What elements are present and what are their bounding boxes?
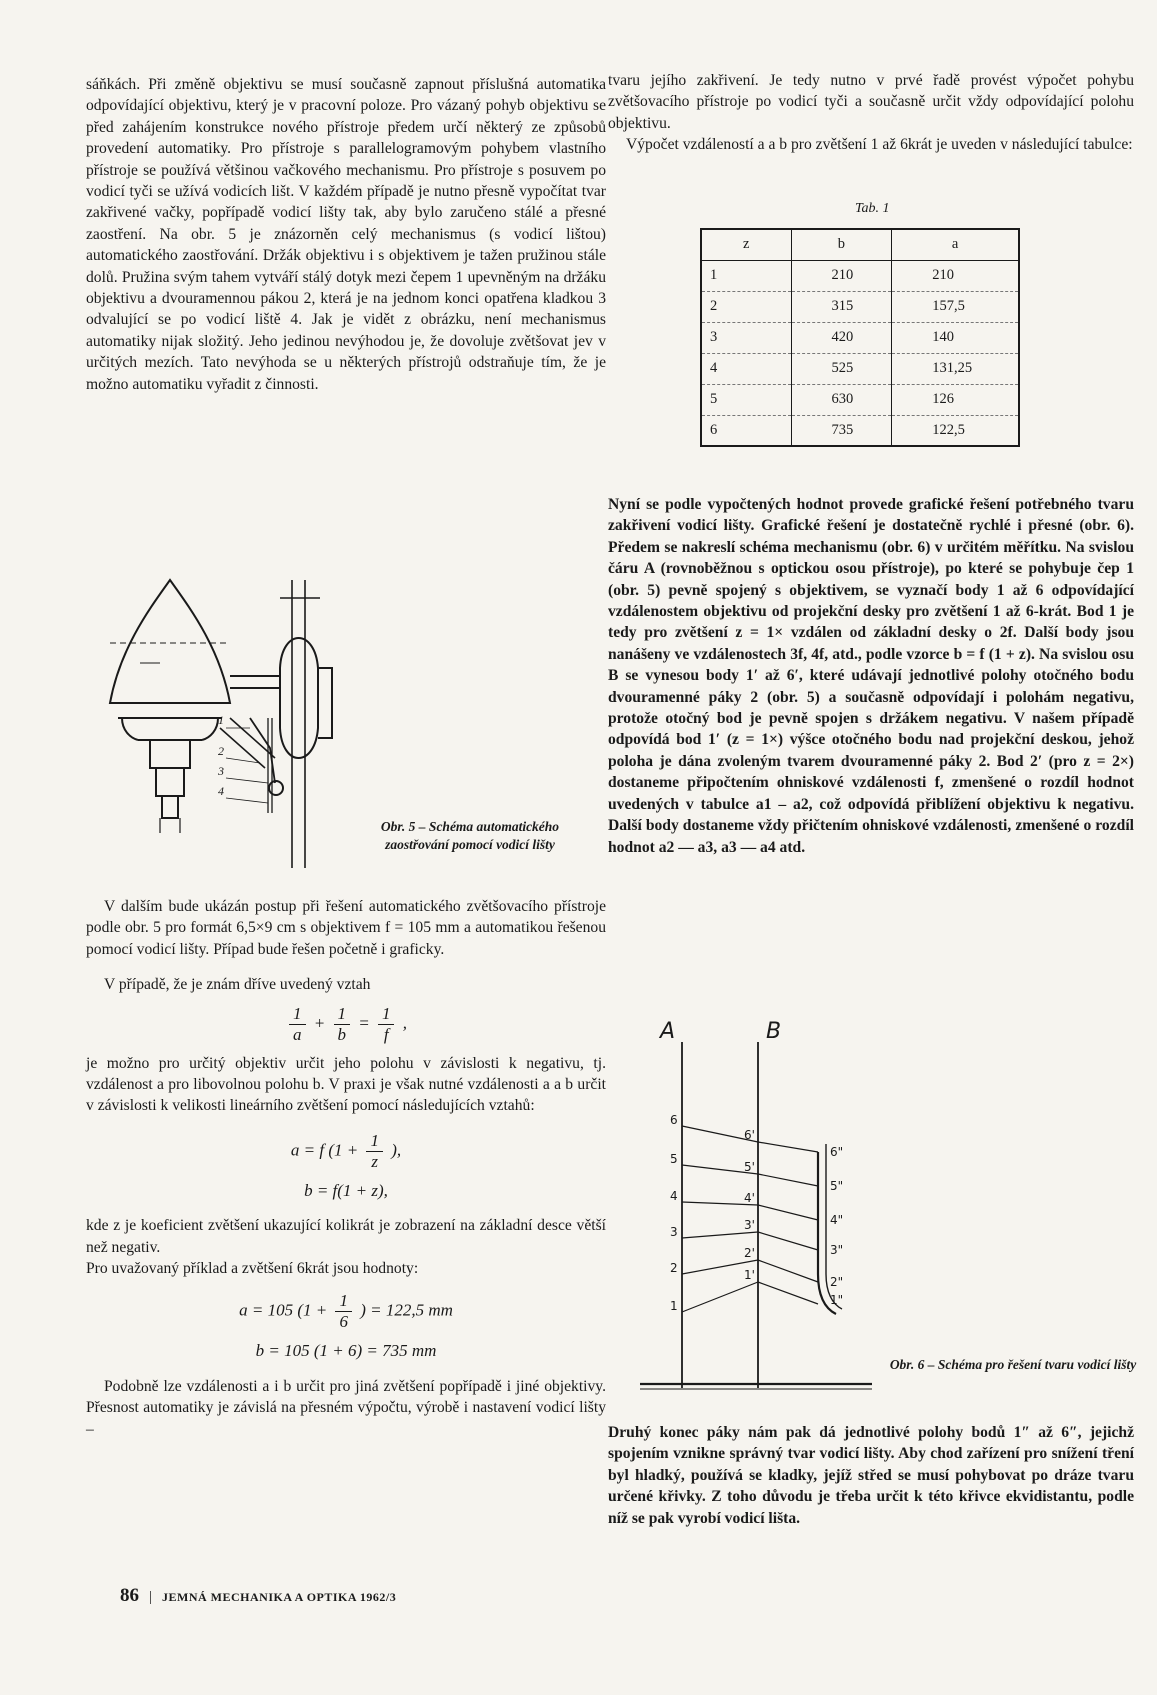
point-b-3: 3' (744, 1218, 755, 1232)
point-a-1: 1 (670, 1299, 678, 1313)
lens-formula: $\frac{1}{a}$ + $\frac{1}{b}$ = $\frac{1}{f}$ , (86, 1004, 606, 1045)
fig5-label-4: 4 (218, 784, 224, 798)
roller (269, 781, 283, 795)
lens-housing (110, 580, 230, 703)
left-column (86, 74, 606, 395)
point-c-2: 2" (830, 1275, 844, 1289)
table-1 (700, 228, 1020, 447)
right-paragraph-4: Druhý konec páky nám pak dá jednotlivé polohy bodů 1″ až 6″, jejichž spojením vznikne správný tvar vodicí lišty. Aby chod zařízení pro snížení tření byl hladký, používá se kladky, jejíž střed se musí pohybovat po dráze tvaru určené křivky. Z toho důvodu je třeba určit k této křivce ekvidistantu, podle níž se pak vyrobí vodicí lišta. (608, 1424, 1134, 1527)
point-b-6: 6' (744, 1128, 755, 1142)
right-paragraph-2: Výpočet vzdáleností a a b pro zvětšení 1 až 6krát je uveden v následující tabulce: (626, 136, 1133, 154)
a-value-formula: a = 105 (1 + $\frac{1}{6}$ ) = 122,5 mm (239, 1291, 453, 1332)
table-row: 2 315 157,5 (701, 291, 1019, 322)
fig5-label-3: 3 (218, 764, 224, 778)
point-c-4: 4" (830, 1213, 844, 1227)
point-c-1: 1" (830, 1293, 844, 1307)
a-formula: a = f (1 + $\frac{1}{z}$ ), (290, 1130, 402, 1171)
point-b-4: 4' (744, 1191, 755, 1205)
point-a-2: 2 (670, 1261, 678, 1275)
right-column (608, 70, 1134, 156)
point-c-6: 6" (830, 1145, 844, 1159)
table-row: 4 525 131,25 (701, 353, 1019, 384)
table-row: 6 735 122,5 (701, 415, 1019, 446)
figure-5-caption: Obr. 5 – Schéma automatického zaostřování pomocí vodicí lišty (380, 819, 560, 852)
table-row: 5 630 126 (701, 384, 1019, 415)
point-a-5: 5 (670, 1152, 678, 1166)
left-paragraph-6: Pro uvažovaný příklad a zvětšení 6krát jsou hodnoty: (86, 1260, 419, 1278)
left-paragraph-1: sáňkách. Při změně objektivu se musí současně zapnout příslušná automatika odpovídající objektivu, který je v pracovní poloze. Pro vázaný pohyb objektivu se před zahájením konstrukce nového přístroje předem určí některý ze způsobů provedení automatiky. Pro přístroje s parallelogramovým pohybem vlastního přístroje se používá většinou vačkového mechanismu. Pro přístroje s posuvem po vodicí tyči se užívá vodicích lišt. V každém případě je nutno přesně vypočítat tvar zakřivené vačky, popřípadě vodicí lišty tak, aby bylo zaručeno stálé a přesné zaostření. Na obr. 5 je znázorněn celý mechanismus (s vodicí lištou) automatického zaostřování. Držák objektivu i s objektivem je tažen pružinou stále dolů. Pružina svým tahem vytváří stálý dotyk mezi čepem 1 upevněným na držáku objektivu a dvouramennou pákou 2, která je na jednom konci opatřena kladkou 3 odvalující se po vodicí liště 4. Jak je vidět z obrázku, není mechanismus automatiky nijak složitý. Jeho jedinou nevýhodou je, že dovoluje zvětšovat jev v určitých mezích. Tato nevýhoda se u některých přístrojů odstraňuje tím, že je možno automatiku vyřadit z činnosti. (86, 76, 606, 393)
point-b-1: 1' (744, 1268, 755, 1282)
left-paragraph-3: V případě, že je znám dříve uvedený vztah (104, 976, 371, 994)
guide-rod (292, 580, 305, 868)
fig5-label-1: 1 (218, 713, 224, 727)
figure-6-caption: Obr. 6 – Schéma pro řešení tvaru vodicí lišty (889, 1357, 1137, 1372)
fig5-label-2: 2 (218, 744, 224, 758)
right-column-lower (608, 1422, 1134, 1529)
left-paragraph-4: je možno pro určitý objektiv určit jeho polohu v závislosti k negativu, tj. vzdálenost a pro libovolnou polohu b. V praxi je však nutné vzdálenosti a a b určit v závislosti k velikosti lineárního zvětšení pomocí následujících vztahů: (86, 1054, 606, 1115)
left-paragraph-2: V dalším bude ukázán postup při řešení automatického zvětšovacího přístroje podle obr. 5 pro formát 6,5×9 cm s objektivem f = 105 mm a automatikou řešenou pomocí vodicí lišty. Případ bude řešen početně i graficky. (86, 898, 606, 958)
point-c-5: 5" (830, 1179, 844, 1193)
point-c-3: 3" (830, 1243, 844, 1257)
journal-name: JEMNÁ MECHANIKA A OPTIKA 1962/3 (162, 1590, 397, 1604)
table-header: z (701, 229, 791, 260)
page-footer (120, 1585, 396, 1607)
left-column-lower (86, 896, 606, 1440)
point-a-4: 4 (670, 1189, 678, 1203)
point-a-6: 6 (670, 1113, 678, 1127)
right-column-middle (608, 494, 1134, 858)
lever (250, 718, 275, 783)
cam-strip (268, 718, 272, 813)
figure-5-diagram (100, 568, 370, 878)
b-formula: b = f(1 + z), (304, 1180, 388, 1200)
table-header: a (892, 229, 1019, 260)
guide-strip-curve (818, 1152, 836, 1314)
left-paragraph-5: kde z je koeficient zvětšení ukazující kolikrát je zobrazení na základní desce větší než negativ. (86, 1217, 606, 1256)
point-b-2: 2' (744, 1246, 755, 1260)
table-title: Tab. 1 (855, 201, 890, 216)
page-number: 86 (120, 1585, 139, 1606)
axis-a-label: A (660, 1019, 676, 1044)
table-header: b (791, 229, 892, 260)
left-paragraph-7: Podobně lze vzdálenosti a i b určit pro jiná zvětšení popřípadě i jiné objektivy. Přesnost automatiky je závislá na přesném výpočtu, výrobě i nastavení vodicí lišty – (86, 1377, 606, 1438)
point-b-5: 5' (744, 1160, 755, 1174)
figure-6-diagram (640, 1012, 880, 1402)
table-row: 1 210 210 (701, 260, 1019, 291)
footer-separator: | (149, 1589, 153, 1605)
b-value-formula: b = 105 (1 + 6) = 735 mm (255, 1341, 437, 1361)
table-row: 3 420 140 (701, 322, 1019, 353)
right-paragraph-3: Nyní se podle vypočtených hodnot provede grafické řešení potřebného tvaru zakřivení vodicí lišty. Grafické řešení je dostatečně rychlé i přesné (obr. 6). Předem se nakreslí schéma mechanismu (obr. 6) v určitém měřítku. Na svislou čáru A (rovnoběžnou s optickou osou přístroje), po které se pohybuje čep 1 (obr. 5) pevně spojený s objektivem, se vyznačí body 1 až 6 odpovídající vzdálenostem objektivu od projekční desky pro zvětšení 1 až 6-krát. Bod 1 je tedy pro zvětšení z = 1× vzdálen od základní desky o 2f. Další body jsou nanášeny ve vzdálenostech 3f, 4f, atd., podle vzorce b = f (1 + z). Na svislou osu B se vynesou body 1′ až 6′, které udávají jednotlivé polohy otočného bodu dvouramenné páky 2 (obr. 5) a současně odpovídají i polohám negativu, protože otočný bod je pevně spojen s držákem negativu. V našem případě odpovídá bod 1′ (z = 1×) výšce otočného bodu nad projekční deskou, jehož poloha je dána zvoleným tvarem dvouramenné páky 2. Bod 2′ (pro z = 2×) dostaneme připočtením ohniskové vzdálenosti f, zmenšené o rozdíl hodnot uvedených v tabulce a1 – a2, což odpovídá přiblížení objektivu k negativu. Další body dostaneme vždy přičtením ohniskové vzdálenosti, zmenšené o rozdíl hodnot a2 — a3, a3 — a4 atd. (608, 496, 1134, 856)
axis-b-label: B (766, 1019, 782, 1044)
right-paragraph-1: tvaru jejího zakřivení. Je tedy nutno v prvé řadě provést výpočet pohybu zvětšovacího přístroje po vodicí tyči a současně určit vždy odpovídající polohu objektivu. (608, 72, 1134, 132)
point-a-3: 3 (670, 1225, 678, 1239)
